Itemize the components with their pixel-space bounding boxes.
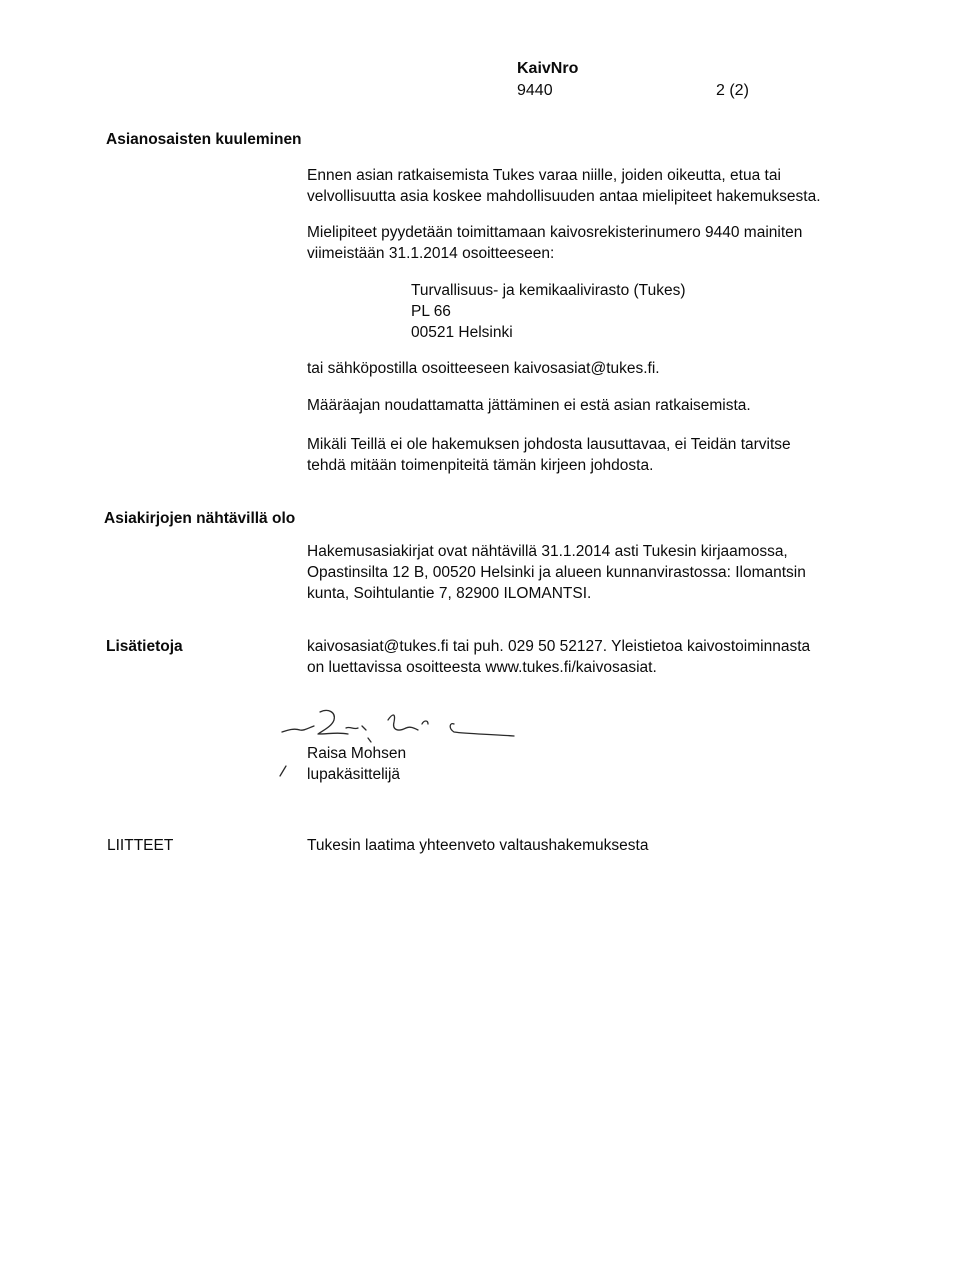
section-heading-hearing: Asianosaisten kuuleminen (106, 131, 302, 148)
case-number: 9440 (517, 82, 553, 99)
deadline-note: Määräajan noudattamatta jättäminen ei estä asian ratkaisemista. (307, 397, 751, 414)
text-line: Hakemusasiakirjat ovat nähtävillä 31.1.2014 asti Tukesin kirjaamossa, (307, 543, 788, 560)
postal-address (411, 280, 685, 343)
hearing-paragraph-2 (307, 222, 802, 264)
text-line: Opastinsilta 12 B, 00520 Helsinki ja alueen kunnanvirastossa: Ilomantsin (307, 564, 806, 581)
hearing-paragraph-1 (307, 165, 821, 207)
section-heading-info: Lisätietoja (106, 638, 183, 655)
attachment-item: Tukesin laatima yhteenveto valtaushakemuksesta (307, 837, 649, 854)
signatory (307, 743, 406, 785)
text-line: viimeistään 31.1.2014 osoitteeseen: (307, 245, 555, 262)
text-line: tehdä mitään toimenpiteitä tämän kirjeen johdosta. (307, 457, 654, 474)
section-heading-documents: Asiakirjojen nähtävillä olo (104, 510, 296, 527)
attachments-heading: LIITTEET (107, 837, 174, 854)
address-line: 00521 Helsinki (411, 324, 513, 341)
text-line: velvollisuutta asia koskee mahdollisuuden antaa mielipiteet hakemuksesta. (307, 188, 821, 205)
address-line: PL 66 (411, 303, 451, 320)
signatory-title: lupakäsittelijä (307, 766, 401, 783)
email-line: tai sähköpostilla osoitteeseen kaivosasiat@tukes.fi. (307, 360, 660, 377)
text-line: Mikäli Teillä ei ole hakemuksen johdosta lausuttavaa, ei Teidän tarvitse (307, 436, 791, 453)
address-line: Turvallisuus- ja kemikaalivirasto (Tukes) (411, 282, 686, 299)
text-line: kaivosasiat@tukes.fi tai puh. 029 50 52127. Yleistietoa kaivostoiminnasta (307, 638, 811, 655)
case-number-label: KaivNro (517, 60, 579, 77)
text-line: kunta, Soihtulantie 7, 82900 ILOMANTSI. (307, 585, 592, 602)
text-line: Mielipiteet pyydetään toimittamaan kaivosrekisterinumero 9440 mainiten (307, 224, 803, 241)
page-number: 2 (2) (716, 82, 749, 99)
signatory-name: Raisa Mohsen (307, 745, 407, 762)
text-line: Ennen asian ratkaisemista Tukes varaa niille, joiden oikeutta, etua tai (307, 167, 781, 184)
text-line: on luettavissa osoitteesta www.tukes.fi/kaivosasiat. (307, 659, 657, 676)
hearing-paragraph-3 (307, 434, 791, 476)
documents-paragraph (307, 541, 806, 604)
info-paragraph (307, 636, 810, 678)
